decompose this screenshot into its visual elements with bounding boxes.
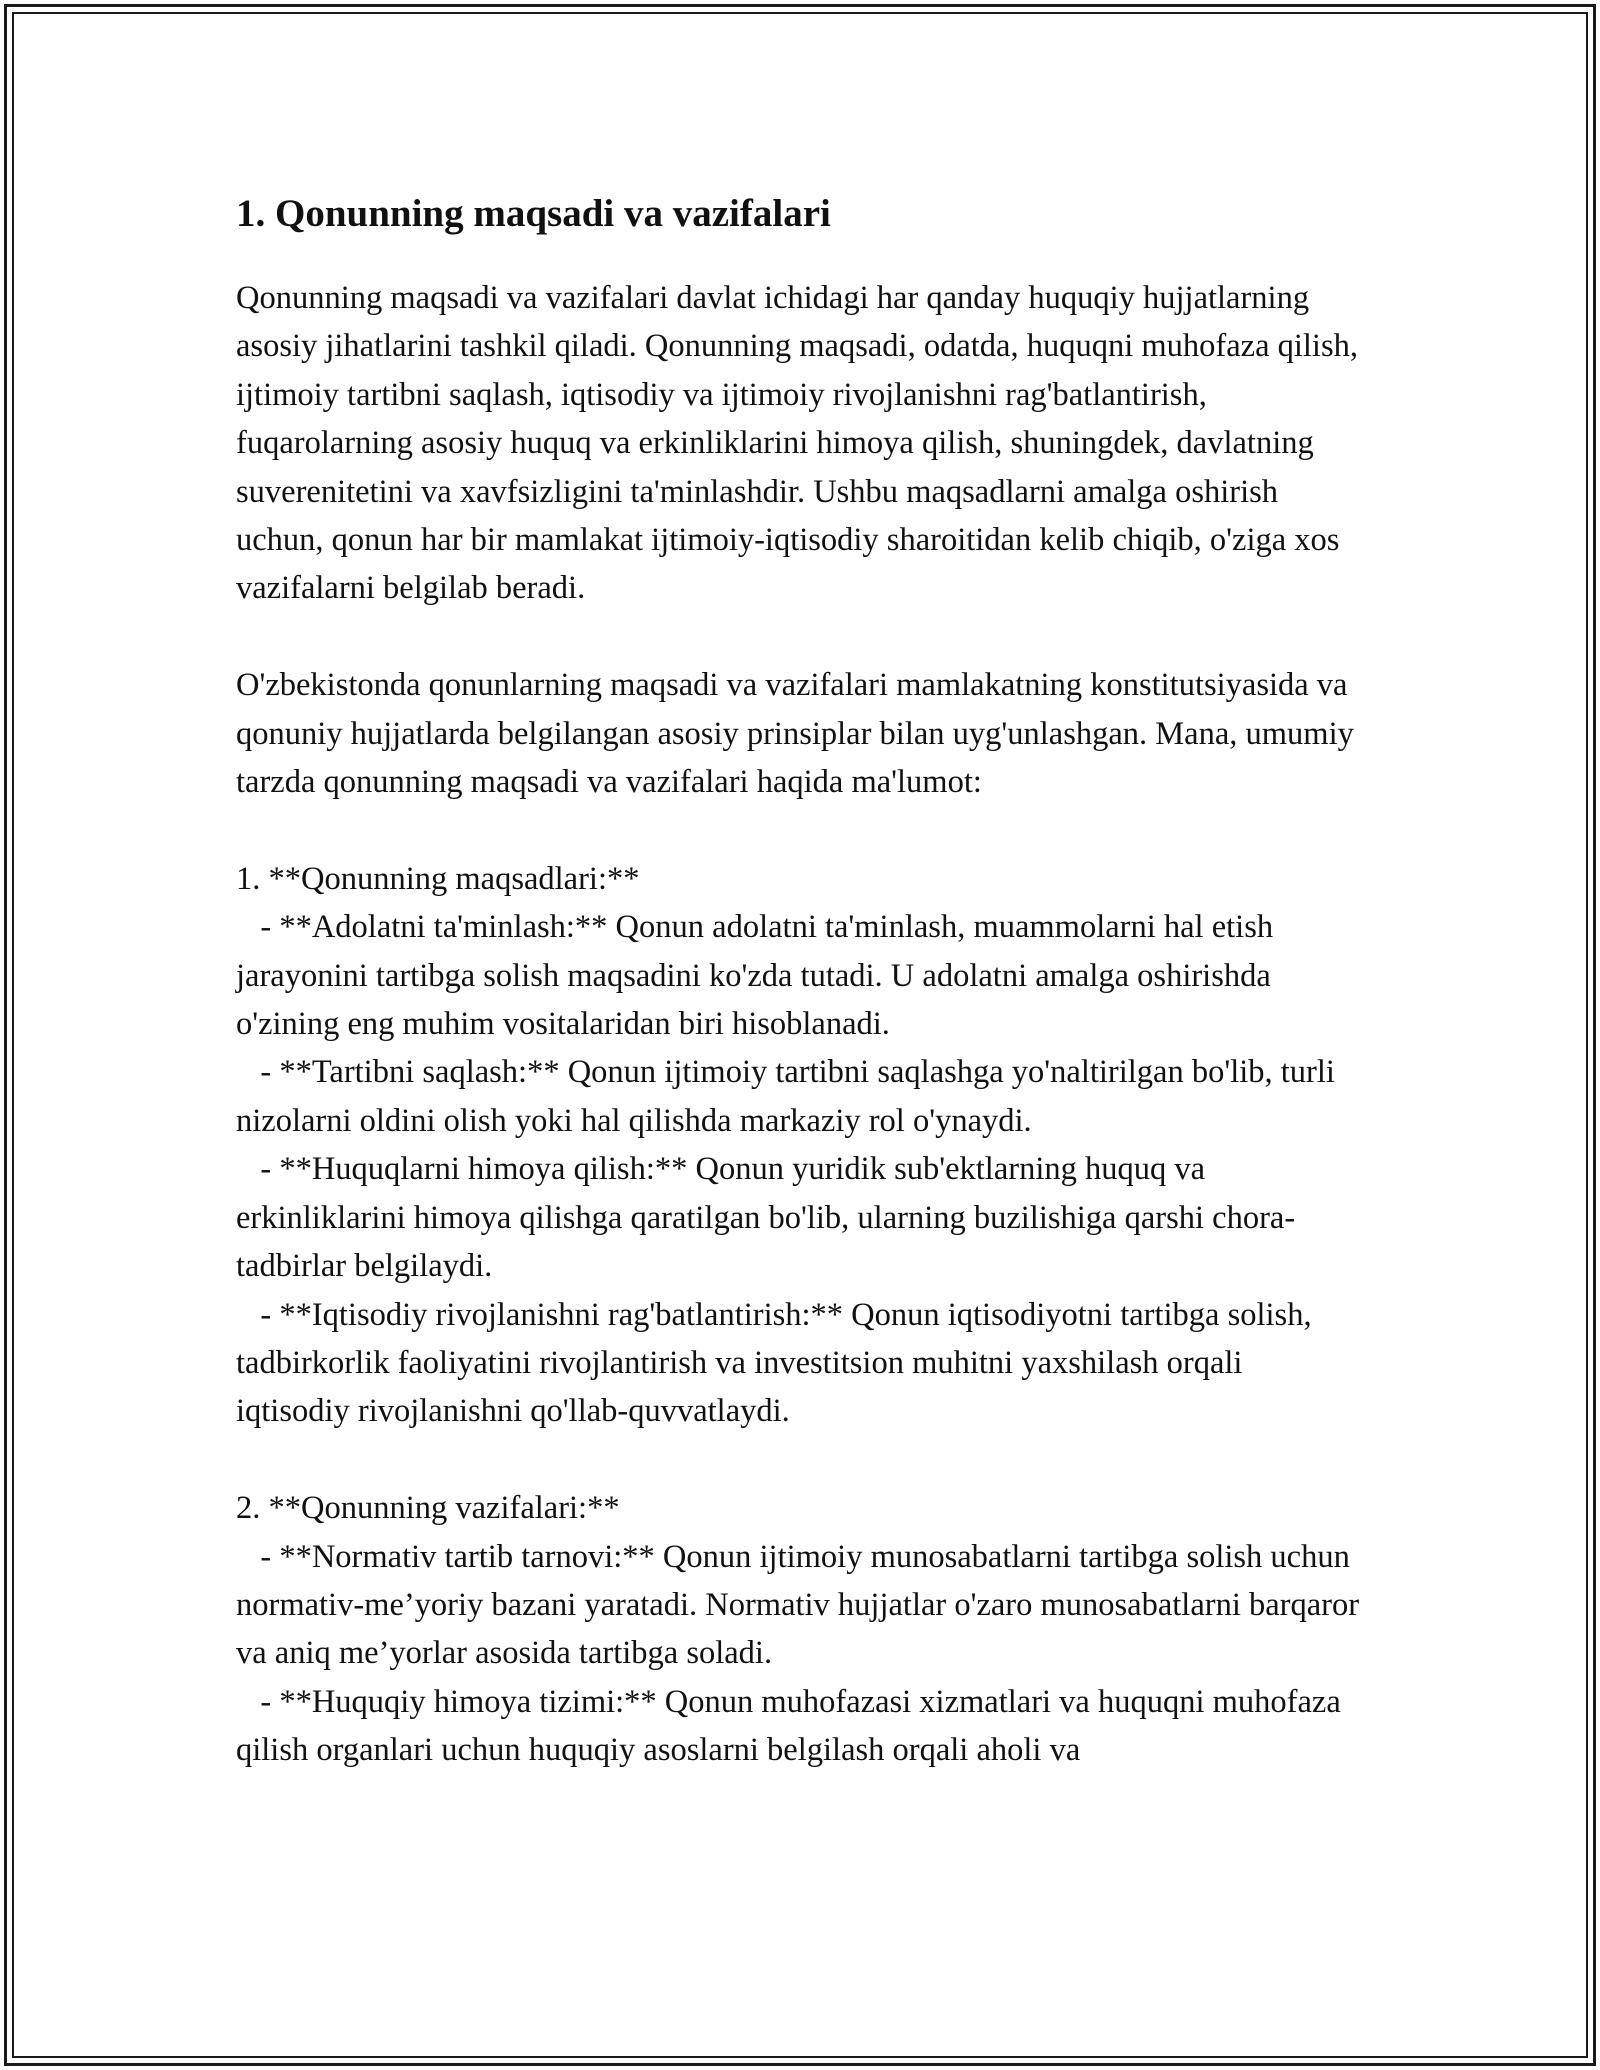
section-heading: 1. Qonunning maqsadi va vazifalari bbox=[236, 192, 831, 235]
uzbekistan-paragraph: O'zbekistonda qonunlarning maqsadi va vazifalari mamlakatning konstitutsiyasida va qonuniy hujjatlarda belgilangan asosiy prinsiplar bilan uyg'unlashgan. Mana, umumiy tarzda qonunning maqsadi va vazifalari haqida ma'lumot: bbox=[236, 667, 1362, 801]
goals-list-title: 1. **Qonunning maqsadlari:** bbox=[236, 860, 640, 897]
paragraph-gap bbox=[236, 613, 1364, 661]
tasks-list-title: 2. **Qonunning vazifalari:** bbox=[236, 1490, 620, 1527]
list-item: - **Huquqiy himoya tizimi:** Qonun muhofazasi xizmatlari va huquqni muhofaza qilish organlari uchun huquqiy asoslarni belgilash orqali aholi va bbox=[236, 1683, 1349, 1769]
intro-paragraph: Qonunning maqsadi va vazifalari davlat ichidagi har qanday huquqiy hujjatlarning asosiy jihatlarini tashkil qiladi. Qonunning maqsadi, odatda, huquqni muhofaza qilish, ijtimoiy tartibni saqlash, iqtisodiy va ijtimoiy rivojlanishni rag'batlantirish, fuqarolarning asosiy huquq va erkinliklarini himoya qilish, shuningdek, davlatning suverenitetini va xavfsizligini ta'minlashdir. Ushbu maqsadlarni amalga oshirish uchun, qonun har bir mamlakat ijtimoiy-iqtisodiy sharoitidan kelib chiqib, o'ziga xos vazifalarni belgilab beradi. bbox=[236, 280, 1367, 607]
list-item: - **Tartibni saqlash:** Qonun ijtimoiy tartibni saqlashga yo'naltirilgan bo'lib, turli nizolarni oldini olish yoki hal qilishda markaziy rol o'ynaydi. bbox=[236, 1054, 1344, 1139]
paragraph-gap bbox=[236, 806, 1364, 854]
list-item: - **Adolatni ta'minlash:** Qonun adolatni ta'minlash, muammolarni hal etish jarayonini tartibga solish maqsadini ko'zda tutadi. U adolatni amalga oshirishda o'zining eng muhim vositalaridan biri hisoblanadi. bbox=[236, 909, 1282, 1043]
list-item: - **Iqtisodiy rivojlanishni rag'batlantirish:** Qonun iqtisodiyotni tartibga solish, tadbirkorlik faoliyatini rivojlantirish va investitsion muhitni yaxshilash orqali iqtisodiy rivojlanishni qo'llab-quvvatlaydi. bbox=[236, 1296, 1320, 1430]
document-body bbox=[236, 186, 1368, 1775]
list-item: - **Huquqlarni himoya qilish:** Qonun yuridik sub'ektlarning huquq va erkinliklarini himoya qilishga qaratilgan bo'lib, ularning buzilishiga qarshi chora-tadbirlar belgilaydi. bbox=[236, 1151, 1296, 1285]
paragraph-gap bbox=[236, 1436, 1364, 1484]
list-item: - **Normativ tartib tarnovi:** Qonun ijtimoiy munosabatlarni tartibga solish uchun normativ-me’yoriy bazani yaratadi. Normativ hujjatlar o'zaro munosabatlarni barqaror va aniq me’yorlar asosida tartibga soladi. bbox=[236, 1538, 1368, 1672]
